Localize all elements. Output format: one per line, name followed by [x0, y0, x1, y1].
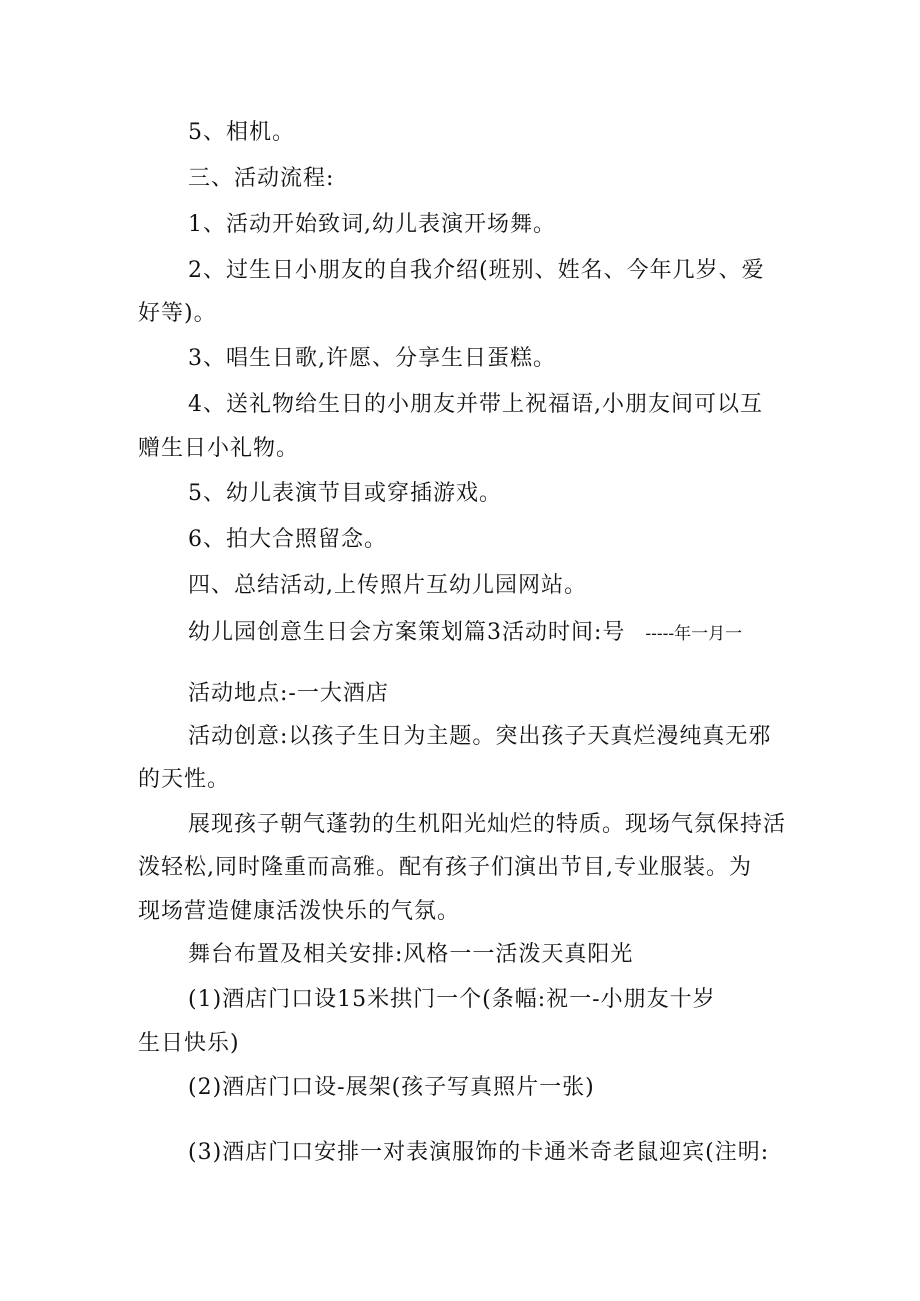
- activity-idea: 活动创意:以孩子生日为主题。突出孩子天真烂漫纯真无邪: [188, 724, 772, 749]
- plan-title-line: [188, 618, 742, 649]
- list-item-camera: 5、相机。: [188, 120, 295, 145]
- flow-step-4: 4、送礼物给生日的小朋友并带上祝福语,小朋友间可以互: [188, 392, 763, 417]
- activity-idea-continued: 的天性。: [138, 767, 231, 792]
- flow-step-5: 5、幼儿表演节目或穿插游戏。: [188, 481, 502, 506]
- flow-step-2: 2、过生日小朋友的自我介绍(班别、姓名、今年几岁、爱: [188, 258, 765, 283]
- date-blank: -----年一月一: [645, 624, 743, 644]
- stage-item-3: (3)酒店门口安排一对表演服饰的卡通米奇老鼠迎宾(注明:: [188, 1140, 770, 1165]
- stage-item-1: (1)酒店门口设15米拱门一个(条幅:祝一-小朋友十岁: [188, 987, 716, 1012]
- section-heading-activity-flow: 三、活动流程:: [188, 166, 335, 191]
- stage-item-1-continued: 生日快乐): [138, 1031, 240, 1056]
- stage-item-2: (2)酒店门口设-展架(孩子写真照片一张): [188, 1075, 595, 1100]
- plan-title: 幼儿园创意生日会方案策划篇3活动时间:号: [188, 620, 626, 645]
- flow-step-2-continued: 好等)。: [138, 301, 217, 326]
- flow-step-3: 3、唱生日歌,许愿、分享生日蛋糕。: [188, 346, 556, 371]
- flow-step-4-continued: 赠生日小礼物。: [138, 436, 300, 461]
- paragraph-traits-line-2: 泼轻松,同时隆重而高雅。配有孩子们演出节目,专业服装。为: [138, 855, 752, 880]
- flow-step-6: 6、拍大合照留念。: [188, 527, 387, 552]
- stage-layout-heading: 舞台布置及相关安排:风格一一活泼天真阳光: [188, 942, 634, 967]
- flow-step-1: 1、活动开始致词,幼儿表演开场舞。: [188, 212, 556, 237]
- paragraph-traits-line-3: 现场营造健康活泼快乐的气氛。: [138, 899, 461, 924]
- section-heading-summary: 四、总结活动,上传照片互幼儿园网站。: [188, 573, 587, 598]
- activity-location: 活动地点:-一大酒店: [188, 681, 389, 706]
- paragraph-traits: 展现孩子朝气蓬勃的生机阳光灿烂的特质。现场气氛保持活: [188, 812, 787, 837]
